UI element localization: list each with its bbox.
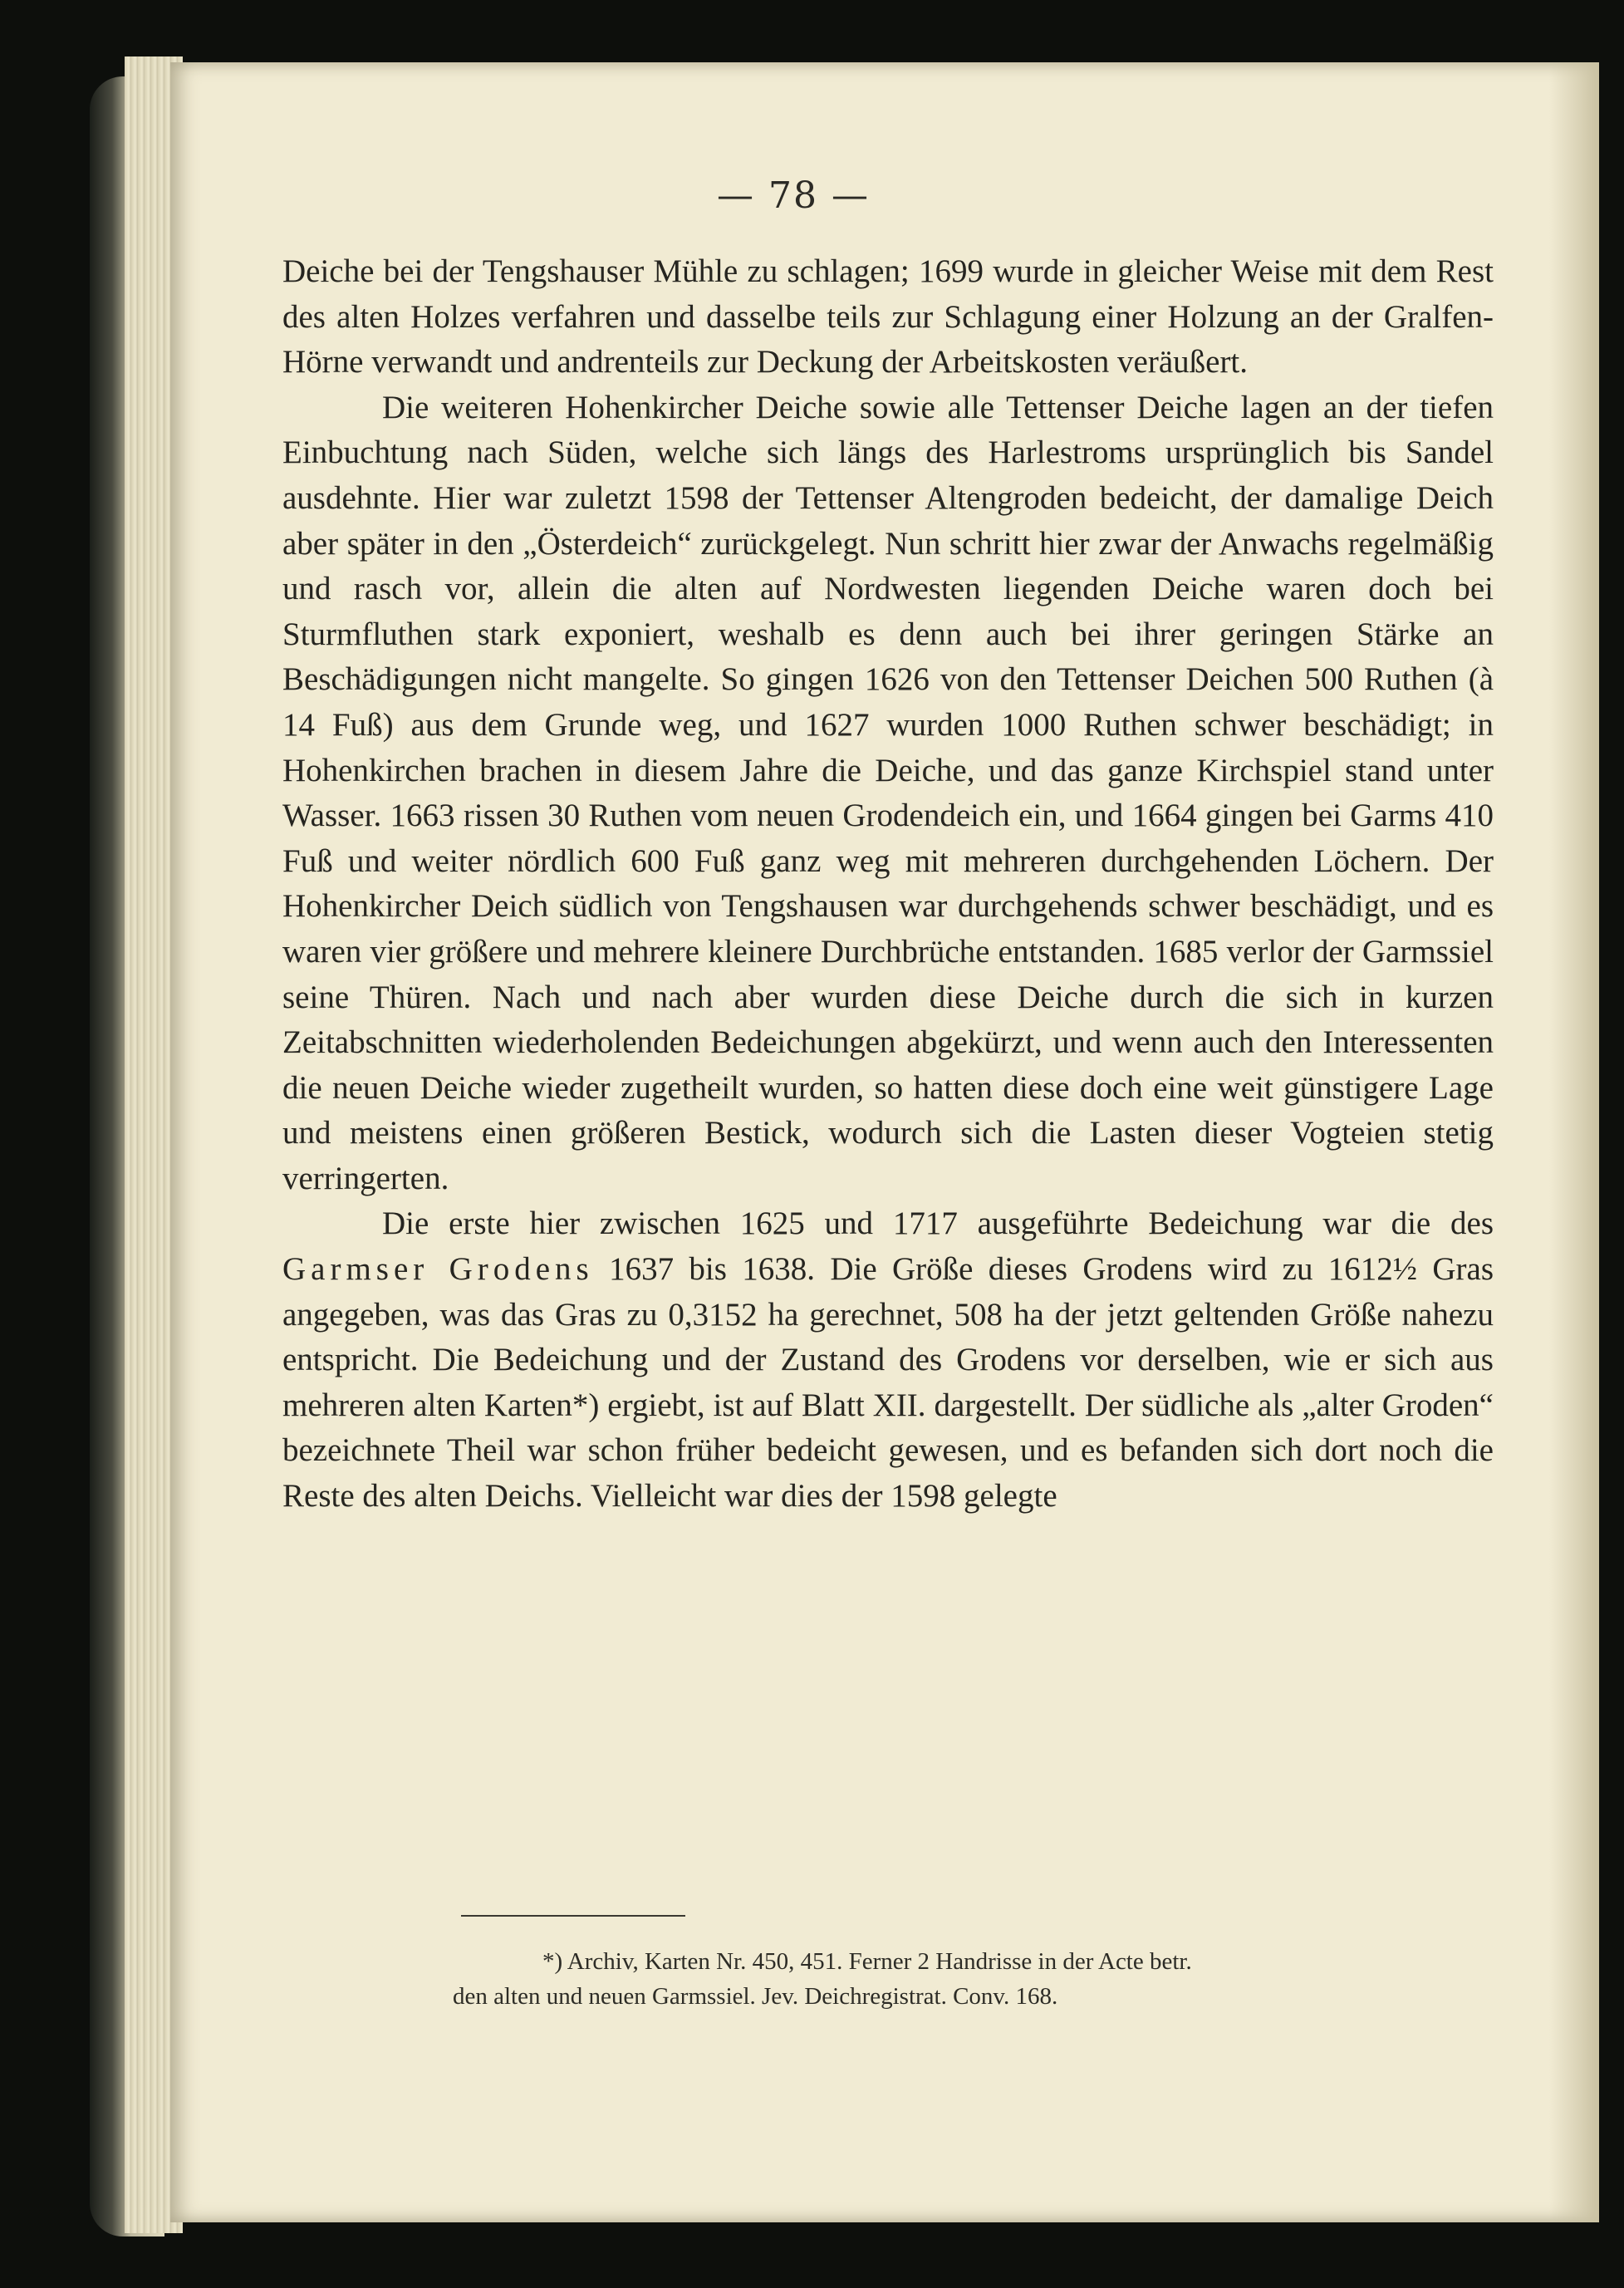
footnote-line-2: den alten und neuen Garmssiel. Jev. Deichregistrat. Conv. 168. <box>453 1983 1058 2010</box>
main-text <box>282 249 1494 1520</box>
page-gutter-shadow <box>1549 62 1599 2222</box>
paragraph-3-spaced-term: Garmser Grodens <box>282 1251 594 1288</box>
footnote-separator <box>461 1915 685 1917</box>
paragraph-3-before: Die erste hier zwischen 1625 und 1717 ausgeführte Bedeichung war die des <box>382 1205 1494 1242</box>
footnotes <box>453 1944 1494 2014</box>
paragraph-3-after: 1637 bis 1638. Die Größe dieses Grodens wird zu 1612½ Gras angegeben, was das Gras zu 0,3152 ha gerechnet, 508 ha der jetzt geltenden Größe nahezu entspricht. Die Bedeichung und der Zustand des Grodens vor derselben, wie er sich aus mehreren alten Karten*) ergiebt, ist auf Blatt XII. dargestellt. Der südliche als „alter Groden“ bezeichnete Theil war schon früher bedeicht gewesen, und es befanden sich dort noch die Reste des alten Deichs. Vielleicht war dies der 1598 gelegte <box>282 1251 1494 1515</box>
footnote-line-1: *) Archiv, Karten Nr. 450, 451. Ferner 2 Handrisse in der Acte betr. <box>542 1948 1192 1975</box>
page-number: — 78 — <box>717 174 870 217</box>
paragraph-3 <box>282 1201 1494 1519</box>
paragraph-2: Die weiteren Hohenkircher Deiche sowie alle Tettenser Deiche lagen an der tiefen Einbuchtung nach Süden, welche sich längs des Harlestroms ursprünglich bis Sandel ausdehnte. Hier war zuletzt 1598 der Tettenser Altengroden bedeicht, der damalige Deich aber später in den „Österdeich“ zurückgelegt. Nun schritt hier zwar der Anwachs regelmäßig und rasch vor, allein die alten auf Nordwesten liegenden Deiche waren doch bei Sturmfluthen stark exponiert, weshalb es denn auch bei ihrer geringen Stärke an Beschädigungen nicht mangelte. So gingen 1626 von den Tettenser Deichen 500 Ruthen (à 14 Fuß) aus dem Grunde weg, und 1627 wurden 1000 Ruthen schwer beschädigt; in Hohenkirchen brachen in diesem Jahre die Deiche, und das ganze Kirchspiel stand unter Wasser. 1663 rissen 30 Ruthen vom neuen Grodendeich ein, und 1664 gingen bei Garms 410 Fuß und weiter nördlich 600 Fuß ganz weg mit mehreren durchgehenden Löchern. Der Hohenkircher Deich südlich von Tengshausen war durchgehends schwer beschädigt, und es waren vier größere und mehrere kleinere Durchbrüche entstanden. 1685 verlor der Garmssiel seine Thüren. Nach und nach aber wurden diese Deiche durch die sich in kurzen Zeitabschnitten wiederholenden Bedeichungen abgekürzt, und wenn auch den Interessenten die neuen Deiche wieder zugetheilt wurden, so hatten diese doch eine weit günstigere Lage und meistens einen größeren Bestick, wodurch sich die Lasten dieser Vogteien stetig verringerten. <box>282 389 1494 1196</box>
paragraph-1: Deiche bei der Tengshauser Mühle zu schlagen; 1699 wurde in gleicher Weise mit dem Rest des alten Holzes verfahren und dasselbe teils zur Schlagung einer Holzung an der Gralfen-Hörne verwandt und andrenteils zur Deckung der Arbeitskosten veräußert. <box>282 253 1494 381</box>
